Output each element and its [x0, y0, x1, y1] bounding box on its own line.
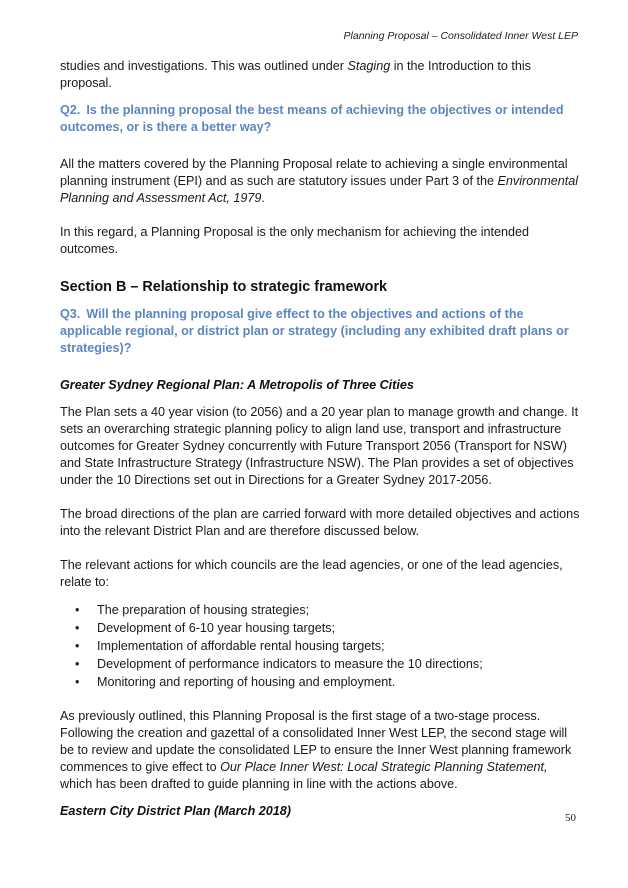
- italic-run: Staging: [347, 59, 391, 73]
- list-item-text: Implementation of affordable rental housing targets;: [97, 639, 385, 653]
- paragraph-two-stage: [60, 708, 580, 793]
- section-heading: Section B – Relationship to strategic framework: [60, 279, 388, 295]
- page-body: [60, 58, 580, 820]
- bullet-icon: •: [75, 675, 80, 689]
- list-item: [60, 637, 580, 655]
- text-run: in the Introduction to this proposal.: [60, 59, 531, 90]
- italic-run: Environmental Planning and Assessment Act, 1979: [60, 174, 579, 205]
- list-item-text: The preparation of housing strategies;: [97, 603, 310, 617]
- text-run: All the matters covered by the Planning Proposal relate to achieving a single environmental planning instrument (EPI) and as such are statutory issues under Part 3 of the: [60, 157, 568, 188]
- paragraph-mechanism: In this regard, a Planning Proposal is the only mechanism for achieving the intended outcomes.: [60, 225, 530, 256]
- list-item: [60, 655, 580, 673]
- question-number: Q3.: [60, 307, 81, 321]
- bullet-icon: •: [75, 657, 80, 671]
- paragraph-epi: [60, 156, 580, 207]
- question-q3: [60, 306, 580, 357]
- text-run: which has been drafted to guide planning in line with the actions above.: [60, 777, 458, 791]
- paragraph-broad-directions: The broad directions of the plan are carried forward with more detailed objectives and actions into the relevant District Plan and are therefore discussed below.: [60, 507, 580, 538]
- paragraph-relevant-actions: The relevant actions for which councils are the lead agencies, or one of the lead agencies, relate to:: [60, 558, 563, 589]
- bullet-icon: •: [75, 621, 80, 635]
- subheading-regional-plan: Greater Sydney Regional Plan: A Metropolis of Three Cities: [60, 378, 414, 392]
- list-item: [60, 601, 580, 619]
- question-text: Will the planning proposal give effect to the objectives and actions of the applicable regional, or district plan or strategy (including any exhibited draft plans or strategies)?: [60, 307, 569, 355]
- paragraph-continuation: [60, 58, 580, 92]
- page-number: 50: [565, 812, 576, 824]
- bullet-icon: •: [75, 603, 80, 617]
- list-item-text: Monitoring and reporting of housing and employment.: [97, 675, 396, 689]
- text-run: As previously outlined, this Planning Proposal is the first stage of a two-stage process. Following the creation and gazettal of a consolidated Inner West LEP, the second stage will be to review and update the consolidated LEP to ensure the Inner West planning framework commences to give effect to: [60, 709, 572, 774]
- bullet-icon: •: [75, 639, 80, 653]
- list-item: [60, 673, 580, 691]
- actions-list: [60, 601, 580, 691]
- text-run: .: [261, 191, 265, 205]
- list-item-text: Development of performance indicators to measure the 10 directions;: [97, 657, 483, 671]
- question-q2: [60, 102, 580, 136]
- paragraph-plan-vision: The Plan sets a 40 year vision (to 2056) and a 20 year plan to manage growth and change. It sets an overarching strategic planning policy to align land use, transport and infrastructure outcomes for Greater Sydney concurrently with Future Transport 2056 (Transport for NSW) and State Infrastructure Strategy (Infrastructure NSW). The Plan provides a set of objectives under the 10 Directions set out in Directions for a Greater Sydney 2017-2056.: [60, 405, 579, 487]
- running-header: Planning Proposal – Consolidated Inner West LEP: [343, 30, 578, 42]
- text-run: studies and investigations. This was outlined under: [60, 59, 348, 73]
- list-item-text: Development of 6-10 year housing targets;: [97, 621, 336, 635]
- list-item: [60, 619, 580, 637]
- subheading-district-plan: Eastern City District Plan (March 2018): [60, 804, 291, 818]
- question-text: Is the planning proposal the best means of achieving the objectives or intended outcomes, or is there a better way?: [60, 103, 564, 134]
- question-number: Q2.: [60, 103, 81, 117]
- italic-run: Our Place Inner West: Local Strategic Planning Statement,: [220, 760, 548, 774]
